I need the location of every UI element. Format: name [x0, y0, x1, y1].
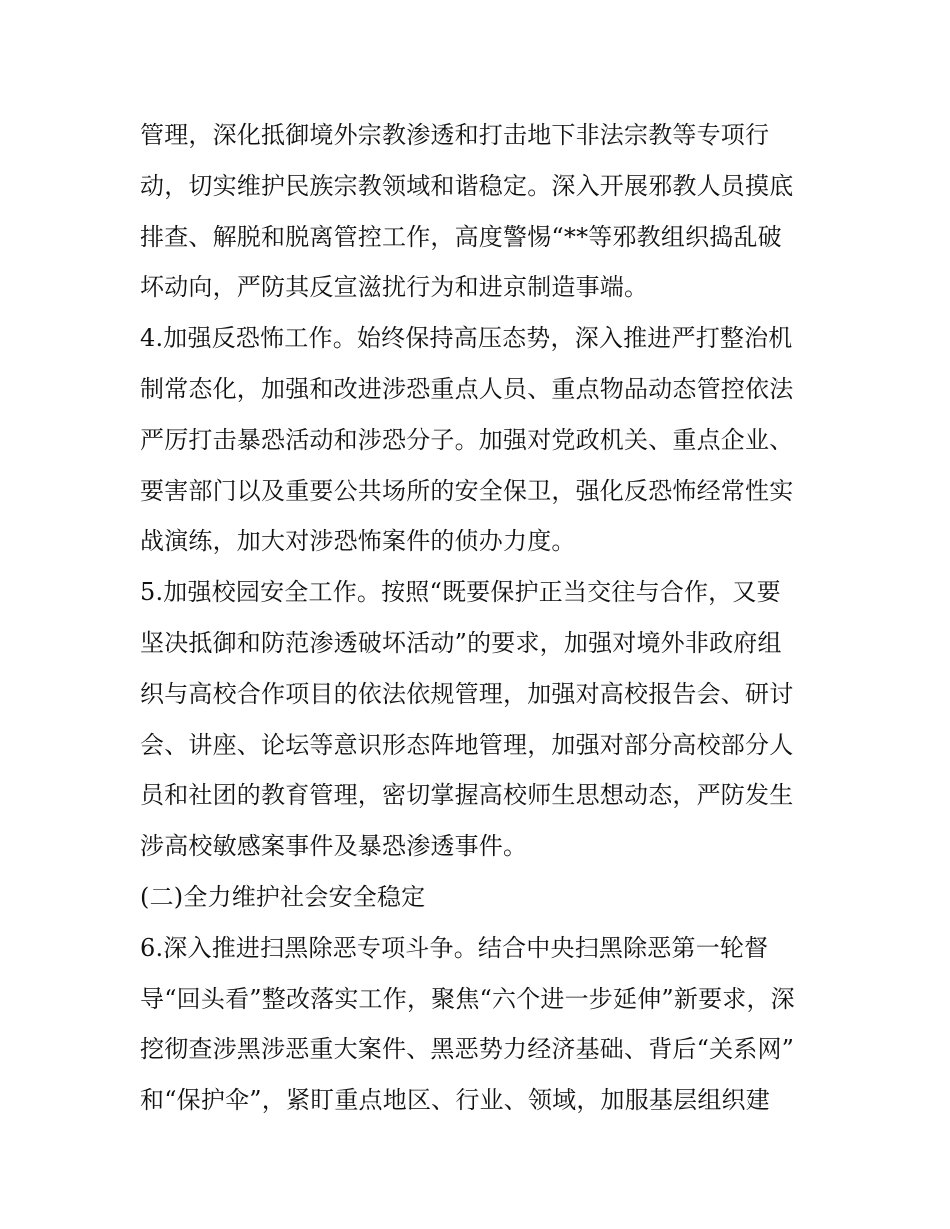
text-line: 导“回头看”整改落实工作，聚焦“六个进一步延伸”新要求，深: [140, 984, 795, 1013]
text-line: 严厉打击暴恐活动和涉恐分子。加强对党政机关、重点企业、: [140, 425, 794, 454]
text-line: 制常态化，加强和改进涉恐重点人员、重点物品动态管控依法: [140, 374, 794, 403]
text-line: 战演练，加大对涉恐怖案件的侦办力度。: [140, 527, 576, 556]
text-line: 和“保护伞”，紧盯重点地区、行业、领域，加服基层组织建: [140, 1086, 770, 1115]
text-line: 员和社团的教育管理，密切掌握高校师生思想动态，严防发生: [140, 781, 794, 810]
text-line: 动，切实维护民族宗教领域和谐稳定。深入开展邪教人员摸底: [140, 171, 794, 200]
text-line: 排查、解脱和脱离管控工作，高度警惕“**等邪教组织捣乱破: [140, 222, 782, 251]
text-line: 坏动向，严防其反宣滋扰行为和进京制造事端。: [140, 273, 649, 302]
text-line: 5.加强校园安全工作。按照“既要保护正当交往与合作，又要: [140, 578, 781, 607]
text-line: 会、讲座、论坛等意识形态阵地管理，加强对部分高校部分人: [140, 730, 794, 759]
text-line: 织与高校合作项目的依法依规管理，加强对高校报告会、研讨: [140, 679, 794, 708]
document-body: [140, 110, 820, 1126]
text-line: 4.加强反恐怖工作。始终保持高压态势，深入推进严打整治机: [140, 324, 793, 353]
text-line: 坚决抵御和防范渗透破坏活动”的要求，加强对境外非政府组: [140, 628, 782, 657]
section-heading: (二)全力维护社会安全稳定: [140, 882, 426, 911]
text-line: 涉高校敏感案事件及暴恐渗透事件。: [140, 832, 528, 861]
text-line: 6.深入推进扫黑除恶专项斗争。结合中央扫黑除恶第一轮督: [140, 933, 769, 962]
text-line: 挖彻查涉黑涉恶重大案件、黑恶势力经济基础、背后“关系网”: [140, 1035, 795, 1064]
text-line: 管理，深化抵御境外宗教渗透和打击地下非法宗教等专项行: [140, 121, 770, 149]
text-line: 要害部门以及重要公共场所的安全保卫，强化反恐怖经常性实: [140, 476, 794, 505]
